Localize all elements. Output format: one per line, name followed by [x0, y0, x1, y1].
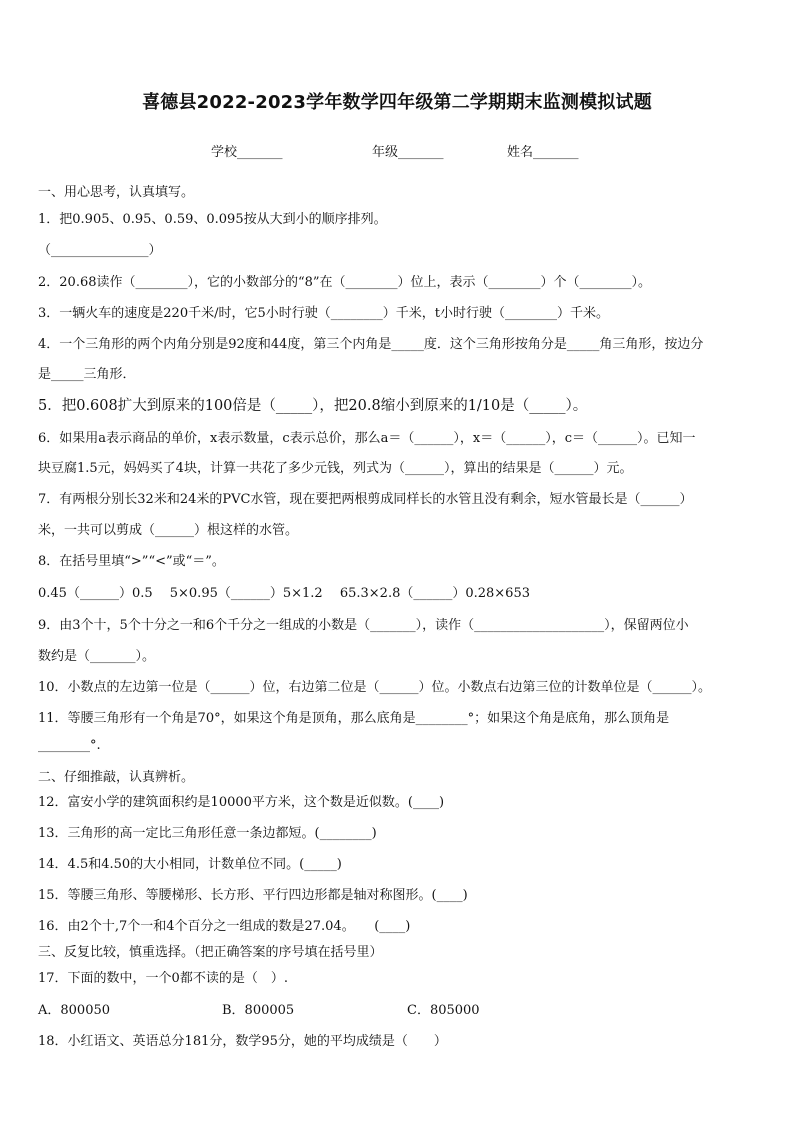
question-10: 10．小数点的左边第一位是（______）位，右边第二位是（______）位。小数点右边第三位的计数单位是（______）。 [38, 680, 712, 695]
question-17-option-a: A．800050 [38, 1003, 111, 1018]
question-1: 1．把0.905、0.95、0.59、0.095按从大到小的顺序排列。 [38, 212, 387, 227]
question-11: 11．等腰三角形有一个角是70°，如果这个角是顶角，那么底角是________°；如果这个角是底角，那么顶角是 [38, 711, 670, 726]
question-7-continued: 米，一共可以剪成（______）根这样的水管。 [38, 523, 299, 538]
question-8-comparisons: 0.45（______）0.5 5×0.95（______）5×1.2 65.3×2.8（______）0.28×653 [38, 586, 530, 601]
question-4-continued: 是_____三角形． [38, 367, 136, 382]
question-6: 6．如果用a表示商品的单价，x表示数量，c表示总价，那么a＝（______），x＝（______），c＝（______）。已知一 [38, 431, 696, 446]
question-9: 9．由3个十，5个十分之一和6个千分之一组成的小数是（_______），读作（____________________），保留两位小 [38, 618, 689, 633]
question-17-option-b: B．800005 [222, 1003, 295, 1018]
question-1-answer-blank: （_______________） [38, 243, 162, 258]
question-13: 13．三角形的高一定比三角形任意一条边都短。(________) [38, 826, 377, 841]
section-heading-1: 一、用心思考，认真填写。 [38, 185, 195, 200]
school-field: 学校_______ [211, 145, 283, 160]
page-title: 喜德县2022-2023学年数学四年级第二学期期末监测模拟试题 [142, 92, 652, 113]
question-7: 7．有两根分别长32米和24米的PVC水管，现在要把两根剪成同样长的水管且没有剩余，短水管最长是（______） [38, 492, 693, 507]
question-16: 16．由2个十,7个一和4个百分之一组成的数是27.04。 (____) [38, 919, 411, 934]
question-4: 4．一个三角形的两个内角分别是92度和44度，第三个内角是_____度．这个三角形按角分是_____角三角形，按边分 [38, 337, 704, 352]
question-17: 17．下面的数中，一个0都不读的是（ ）. [38, 971, 288, 986]
question-5: 5．把0.608扩大到原来的100倍是（_____），把20.8缩小到原来的1/10是（_____）。 [38, 398, 588, 414]
name-field: 姓名_______ [507, 145, 579, 160]
section-heading-2: 二、仔细推敲，认真辨析。 [38, 770, 195, 785]
question-8: 8．在括号里填“>”“<”或“＝”。 [38, 554, 225, 569]
question-12: 12．富安小学的建筑面积约是10000平方米，这个数是近似数。(____) [38, 795, 445, 810]
question-15: 15．等腰三角形、等腰梯形、长方形、平行四边形都是轴对称图形。(____) [38, 888, 468, 903]
question-6-continued: 块豆腐1.5元，妈妈买了4块，计算一共花了多少元钱，列式为（______），算出的结果是（______）元。 [38, 461, 633, 476]
question-17-option-c: C．805000 [407, 1003, 480, 1018]
question-2: 2．20.68读作（________），它的小数部分的“8”在（________）位上，表示（________）个（________）。 [38, 275, 652, 290]
question-11-continued: ________°. [38, 738, 101, 753]
question-18: 18．小红语文、英语总分181分，数学95分，她的平均成绩是（ ） [38, 1034, 447, 1049]
grade-field: 年级_______ [372, 145, 444, 160]
section-heading-3: 三、反复比较，慎重选择。（把正确答案的序号填在括号里） [38, 945, 383, 960]
question-3: 3．一辆火车的速度是220千米/时，它5小时行驶（________）千米，t小时行驶（________）千米。 [38, 306, 609, 321]
question-9-continued: 数约是（_______）。 [38, 649, 156, 664]
question-14: 14．4.5和4.50的大小相同，计数单位不同。(_____) [38, 857, 342, 872]
